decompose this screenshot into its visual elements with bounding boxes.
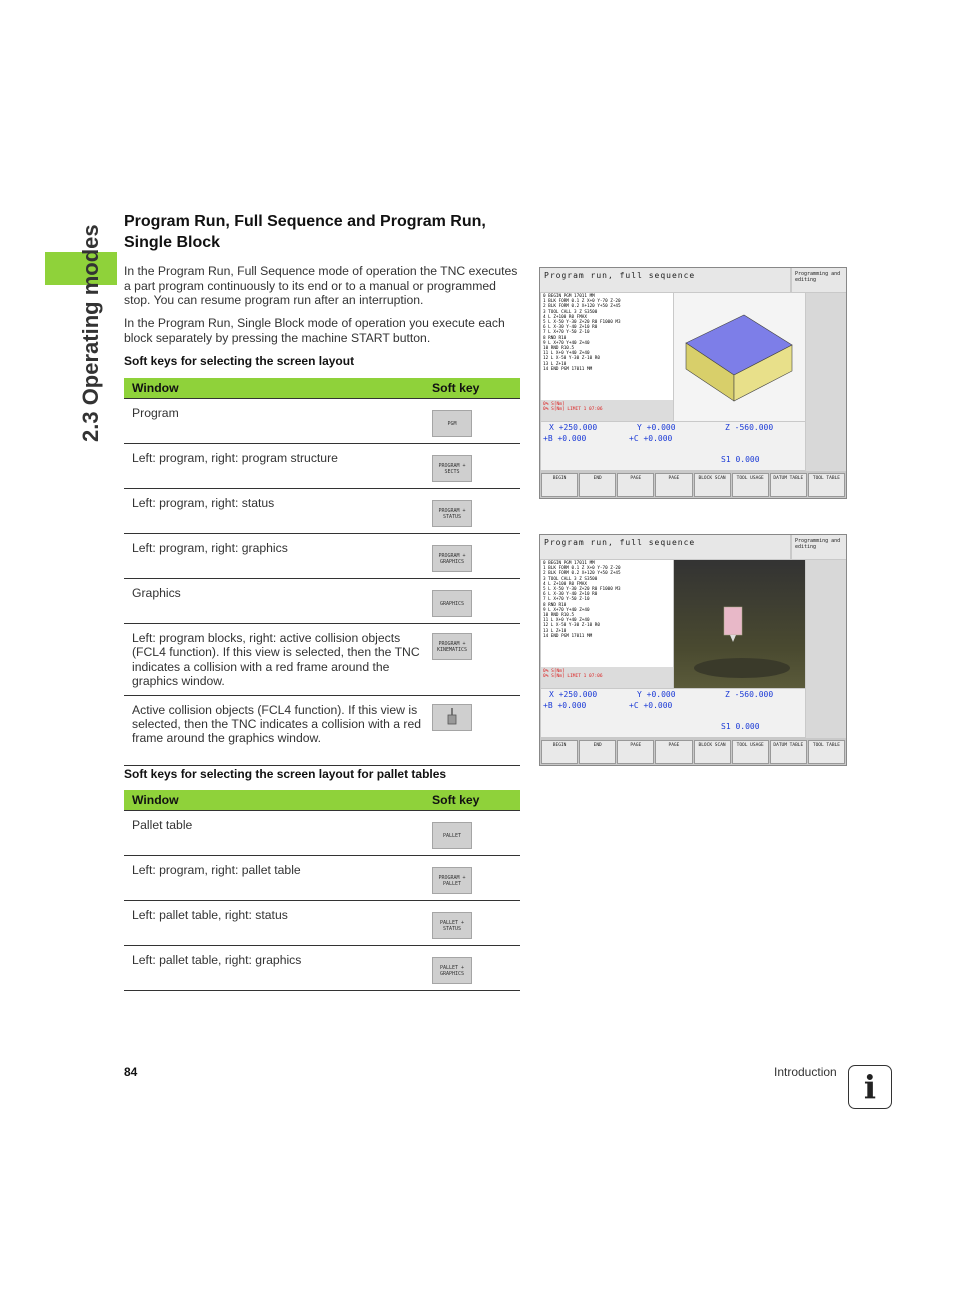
program-line: 8 RND R10: [543, 335, 567, 341]
program-line: 14 END PGM 17011 MM: [543, 633, 593, 639]
softkey-button[interactable]: PALLET + GRAPHICS: [432, 957, 472, 984]
table1-caption: Soft keys for selecting the screen layout: [124, 354, 355, 368]
softkey-button[interactable]: PROGRAM + GRAPHICS: [432, 545, 472, 572]
program-listing: [541, 293, 673, 400]
softkey-button[interactable]: PROGRAM + PALLET: [432, 867, 472, 894]
program-listing: [541, 560, 673, 667]
program-line: 10 RND R10.5: [543, 346, 575, 352]
screen-mode: Programming and editing: [792, 535, 846, 559]
screen-layout-table: [124, 378, 520, 766]
footer-section: Introduction: [774, 1065, 837, 1079]
softkey-begin[interactable]: BEGIN: [541, 740, 578, 764]
window-cell: Pallet table: [124, 811, 432, 856]
window-cell: Left: program blocks, right: active collision objects (FCL4 function). If this view is selected, then the TNC indicates a collision with a red frame around the graphics window.: [124, 624, 432, 696]
table-row: [124, 946, 520, 991]
table-row: [124, 624, 520, 696]
softkey-page-up[interactable]: PAGE: [617, 740, 654, 764]
pos-z: Z -560.000: [725, 423, 774, 432]
pos-c: +C +0.000: [629, 434, 673, 443]
softkey-button[interactable]: PGM: [432, 410, 472, 437]
col-window-header: Window: [124, 378, 432, 399]
program-line: 7 L X+70 Y-50 Z-10: [543, 597, 590, 603]
program-line: 3 TOOL CALL 3 Z S3500: [543, 576, 598, 582]
spindle-collision-icon: [674, 560, 805, 688]
table2-caption: Soft keys for selecting the screen layout for pallet tables: [124, 767, 447, 781]
program-line: 4 L Z+100 R0 FMAX: [543, 314, 587, 320]
softkey-button[interactable]: PROGRAM + KINEMATICS: [432, 633, 472, 660]
screen-title: Program run, full sequence: [540, 535, 790, 559]
collision-objects-icon: [445, 707, 459, 727]
program-line: 1 BLK FORM 0.1 Z X+0 Y-70 Z-20: [543, 299, 621, 305]
spindle-display: S1 0.000: [721, 455, 760, 464]
program-line: 2 BLK FORM 0.2 X+120 Y+50 Z+45: [543, 304, 621, 310]
program-line: 13 L Z+10: [543, 628, 567, 634]
program-line: 4 L Z+100 R0 FMAX: [543, 581, 587, 587]
status-line: 0% S[Nm]: [543, 402, 565, 407]
position-display: [541, 422, 805, 470]
window-cell: Left: pallet table, right: graphics: [124, 946, 432, 991]
program-line: 8 RND R10: [543, 602, 567, 608]
program-line: 9 L X+70 Y+40 Z+40: [543, 607, 590, 613]
col-softkey-header: Soft key: [432, 378, 520, 399]
program-line: 12 L X-50 Y-30 Z-10 R0: [543, 356, 600, 362]
softkey-block-scan[interactable]: BLOCK SCAN: [694, 473, 731, 497]
program-line: 2 BLK FORM 0.2 X+120 Y+50 Z+45: [543, 571, 621, 577]
collision-softkey-button[interactable]: [432, 704, 472, 731]
table-row: [124, 695, 520, 765]
page-number: 84: [124, 1065, 138, 1079]
tnc-screenshot-program-graphics: [539, 267, 847, 499]
table-row: [124, 579, 520, 624]
softkey-page-up[interactable]: PAGE: [617, 473, 654, 497]
softkey-block-scan[interactable]: BLOCK SCAN: [694, 740, 731, 764]
softkey-tool-usage[interactable]: TOOL USAGE: [732, 740, 769, 764]
program-line: 9 L X+70 Y+40 Z+40: [543, 340, 590, 346]
pos-b: +B +0.000: [543, 434, 587, 443]
softkey-begin[interactable]: BEGIN: [541, 473, 578, 497]
col-softkey-header: Soft key: [432, 790, 520, 811]
position-display: [541, 689, 805, 737]
pos-x: X +250.000: [549, 690, 598, 699]
softkey-row: [541, 473, 845, 497]
program-line: 13 L Z+10: [543, 361, 567, 367]
softkey-page-down[interactable]: PAGE: [655, 473, 692, 497]
program-line: 11 L X+0 Y+40 Z+40: [543, 618, 590, 624]
program-line: 0 BEGIN PGM 17011 MM: [543, 561, 595, 566]
softkey-end[interactable]: END: [579, 740, 616, 764]
table-row: [124, 811, 520, 856]
softkey-page-down[interactable]: PAGE: [655, 740, 692, 764]
pos-c: +C +0.000: [629, 701, 673, 710]
table-row: [124, 489, 520, 534]
program-line: 5 L X-50 Y-30 Z+20 R0 F1000 M3: [543, 587, 621, 593]
program-line: 7 L X+70 Y-50 Z-10: [543, 330, 590, 336]
softkey-tool-table[interactable]: TOOL TABLE: [808, 740, 845, 764]
program-line: 5 L X-50 Y-30 Z+20 R0 F1000 M3: [543, 320, 621, 326]
workpiece-block-icon: [674, 293, 805, 421]
window-cell: Left: program, right: pallet table: [124, 856, 432, 901]
spindle-display: S1 0.000: [721, 722, 760, 731]
pos-y: Y +0.000: [637, 690, 676, 699]
screen-title: Program run, full sequence: [540, 268, 790, 292]
side-softkeys[interactable]: [806, 560, 846, 738]
pallet-layout-table: [124, 790, 520, 991]
softkey-datum-table[interactable]: DATUM TABLE: [770, 473, 807, 497]
pos-b: +B +0.000: [543, 701, 587, 710]
softkey-button[interactable]: GRAPHICS: [432, 590, 472, 617]
softkey-row: [541, 740, 845, 764]
status-line: 0% S[Nm] LIMIT 1 07:06: [543, 674, 603, 679]
program-line: 1 BLK FORM 0.1 Z X+0 Y-70 Z-20: [543, 566, 621, 572]
intro-paragraph-1: In the Program Run, Full Sequence mode of operation the TNC executes a part program continuously to its end or to a manual or programmed stop. You can resume program run after an interruption.: [124, 264, 518, 308]
tnc-screenshot-program-kinematics: [539, 534, 847, 766]
window-cell: Left: program, right: graphics: [124, 534, 432, 579]
collision-objects-graphics: [674, 560, 805, 688]
intro-paragraph-2: In the Program Run, Single Block mode of operation you execute each block separately by pressing the machine START button.: [124, 316, 505, 345]
section-heading: Program Run, Full Sequence and Program Run, Single Block: [124, 213, 486, 251]
status-bar: [541, 400, 673, 421]
program-line: 12 L X-50 Y-30 Z-10 R0: [543, 623, 600, 629]
window-cell: Left: pallet table, right: status: [124, 901, 432, 946]
window-cell: Left: program, right: status: [124, 489, 432, 534]
softkey-tool-usage[interactable]: TOOL USAGE: [732, 473, 769, 497]
softkey-button[interactable]: PALLET + STATUS: [432, 912, 472, 939]
program-line: 10 RND R10.5: [543, 613, 575, 619]
table-row: [124, 444, 520, 489]
pos-x: X +250.000: [549, 423, 598, 432]
pos-z: Z -560.000: [725, 690, 774, 699]
program-line: 6 L X-30 Y-40 Z+10 R0: [543, 325, 598, 331]
side-softkeys[interactable]: [806, 293, 846, 471]
table-row: [124, 399, 520, 444]
window-cell: Active collision objects (FCL4 function). If this view is selected, then the TNC indicates a collision with a red frame around the graphics window.: [124, 695, 432, 765]
status-line: 0% S[Nm] LIMIT 1 07:06: [543, 407, 603, 412]
pos-y: Y +0.000: [637, 423, 676, 432]
program-line: 11 L X+0 Y+40 Z+40: [543, 351, 590, 357]
screen-mode: Programming and editing: [792, 268, 846, 292]
table-row: [124, 901, 520, 946]
side-title-text: 2.3 Operating modes: [78, 224, 103, 442]
softkey-button[interactable]: PROGRAM + SECTS: [432, 455, 472, 482]
status-line: 0% S[Nm]: [543, 669, 565, 674]
program-line: 0 BEGIN PGM 17011 MM: [543, 294, 595, 299]
info-icon: i: [848, 1065, 892, 1109]
status-bar: [541, 667, 673, 688]
softkey-tool-table[interactable]: TOOL TABLE: [808, 473, 845, 497]
program-line: 3 TOOL CALL 3 Z S3500: [543, 309, 598, 315]
program-line: 6 L X-30 Y-40 Z+10 R0: [543, 592, 598, 598]
workpiece-graphics: [674, 293, 805, 421]
softkey-end[interactable]: END: [579, 473, 616, 497]
table-row: [124, 856, 520, 901]
softkey-button[interactable]: PROGRAM + STATUS: [432, 500, 472, 527]
softkey-button[interactable]: PALLET: [432, 822, 472, 849]
window-cell: Left: program, right: program structure: [124, 444, 432, 489]
window-cell: Program: [124, 399, 432, 444]
softkey-datum-table[interactable]: DATUM TABLE: [770, 740, 807, 764]
window-cell: Graphics: [124, 579, 432, 624]
section-side-title: [78, 214, 108, 444]
col-window-header: Window: [124, 790, 432, 811]
program-line: 14 END PGM 17011 MM: [543, 366, 593, 372]
table-row: [124, 534, 520, 579]
